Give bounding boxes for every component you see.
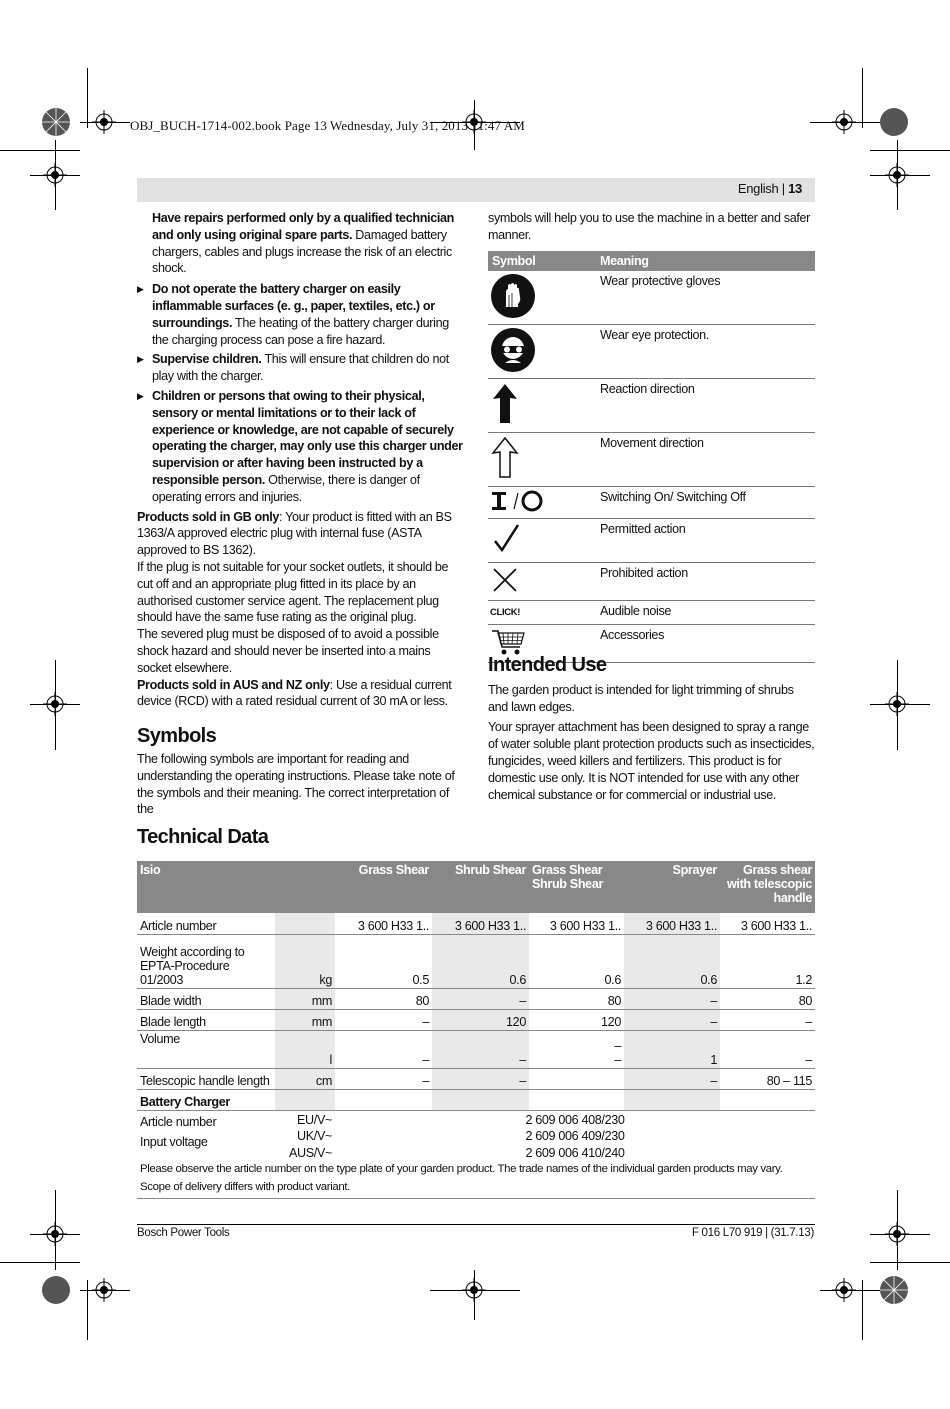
- table-cell: –: [335, 1068, 432, 1089]
- symbols-table: [488, 251, 815, 663]
- page-header: [738, 181, 802, 196]
- table-header-cell: Isio: [137, 861, 275, 913]
- aus-bold: Products sold in AUS and NZ only: [137, 677, 330, 692]
- charger-article-label: Article number: [140, 1114, 217, 1129]
- table-cell: kg: [275, 934, 335, 988]
- sprayer-paragraph: Your sprayer attachment has been designed to spray a range of water soluble plant protection products such as insecticides, fungicides, weed killers and fertilizers. This product is for domestic use only. It is NOT intended for use with any other chemical substance or for commercial or industrial use.: [488, 720, 815, 802]
- technical-data-heading: Technical Data: [137, 826, 269, 848]
- charger-voltage-label: Input voltage: [140, 1134, 208, 1149]
- on-off-icon: [490, 489, 550, 513]
- charger-unit: EU/V~: [297, 1112, 332, 1127]
- gb-text: : Your product is fitted with an BS 1363/A approved electric plug with internal fuse (ASTA approved to BS 1362).: [137, 509, 452, 558]
- bullet-supervise: [137, 351, 464, 385]
- target-mark-icon: [885, 692, 909, 716]
- registration-mark-icon: [878, 106, 910, 138]
- target-mark-icon: [832, 1278, 856, 1302]
- table-cell: 80: [335, 988, 432, 1009]
- table-row: [488, 519, 815, 563]
- bullet-bold: Children or persons that owing to their physical, sensory or mental limitations or to their lack of experience or knowledge, are not capable of securely operating the charger, may only use this charger under supervision or after having been instructed by a responsible person.: [152, 388, 463, 487]
- table-header-cell: Grass Shear Shrub Shear: [529, 861, 624, 913]
- table-cell: l: [275, 1030, 335, 1068]
- target-mark-icon: [885, 1222, 909, 1246]
- meaning-column-header: Meaning: [596, 251, 815, 271]
- table-cell: [529, 1068, 624, 1089]
- table-note: Scope of delivery differs with product variant.: [137, 1180, 815, 1198]
- table-cell: Volume: [137, 1030, 275, 1068]
- symbol-meaning: Audible noise: [596, 601, 815, 625]
- table-row: [488, 601, 815, 625]
- symbols-continued-text: symbols will help you to use the machine in a better and safer manner.: [488, 211, 811, 242]
- repair-paragraph: [137, 210, 464, 277]
- table-cell: 3 600 H33 1..: [624, 913, 720, 934]
- target-mark-icon: [43, 692, 67, 716]
- table-cell: –: [432, 988, 529, 1009]
- table-row: [137, 1009, 815, 1030]
- table-row: [488, 433, 815, 487]
- table-cell: Telescopic handle length: [137, 1068, 275, 1089]
- table-header-cell: Grass Shear: [335, 861, 432, 913]
- target-mark-icon: [92, 110, 116, 134]
- intended-use-heading: Intended Use: [488, 654, 607, 676]
- charger-unit: UK/V~: [297, 1129, 332, 1143]
- bullet-text: This will ensure that children do not play with the charger.: [152, 352, 449, 384]
- table-cell: 80 – 115: [720, 1068, 815, 1089]
- table-row: [137, 1030, 815, 1068]
- table-cell: 0.6: [432, 934, 529, 988]
- table-cell: 0.6: [529, 934, 624, 988]
- table-row: [137, 934, 815, 988]
- footer-rule: [137, 1224, 815, 1225]
- table-cell: Article number: [137, 913, 275, 934]
- table-cell: –: [720, 1009, 815, 1030]
- registration-mark-icon: [40, 106, 72, 138]
- table-cell: –: [432, 1030, 529, 1068]
- table-row: [137, 988, 815, 1009]
- symbols-continued: [488, 210, 815, 248]
- charger-row: [137, 1110, 815, 1162]
- table-cell: 3 600 H33 1..: [720, 913, 815, 934]
- table-row: [488, 379, 815, 433]
- table-cell: 3 600 H33 1..: [529, 913, 624, 934]
- symbol-meaning: Switching On/ Switching Off: [596, 487, 815, 519]
- left-column: [137, 210, 464, 822]
- movement-arrow-icon: [490, 435, 520, 481]
- target-mark-icon: [92, 1278, 116, 1302]
- intended-use-section: [488, 654, 815, 807]
- bullet-inflammable: [137, 281, 464, 348]
- charger-heading: Battery Charger: [137, 1089, 275, 1110]
- aus-text: : Use a residual current device (RCD) with a rated residual current of 30 mA or less.: [137, 677, 452, 709]
- table-row: [488, 271, 815, 325]
- symbol-meaning: Accessories: [596, 625, 815, 663]
- table-cell: 3 600 H33 1..: [432, 913, 529, 934]
- symbol-meaning: Wear eye protection.: [596, 325, 815, 379]
- footer-brand: Bosch Power Tools: [137, 1227, 230, 1239]
- table-header-cell: Shrub Shear: [432, 861, 529, 913]
- file-info: OBJ_BUCH-1714-002.book Page 13 Wednesday, July 31, 2013 11:47 AM: [130, 118, 525, 133]
- symbol-meaning: Movement direction: [596, 433, 815, 487]
- reaction-arrow-icon: [490, 381, 520, 427]
- target-mark-icon: [43, 1222, 67, 1246]
- symbol-column-header: Symbol: [488, 251, 596, 271]
- click-text: CLICK!: [490, 607, 521, 618]
- table-cell: –: [624, 988, 720, 1009]
- table-cell: –: [432, 1068, 529, 1089]
- target-mark-icon: [462, 1278, 486, 1302]
- table-row: [488, 563, 815, 601]
- bullet-children: [137, 388, 464, 506]
- plug-paragraph: If the plug is not suitable for your socket outlets, it should be cut off and an appropriate plug fitted in its place by an authorised customer service agent. The replacement plug should have the same fuse rating as the original plug.: [137, 559, 449, 625]
- check-icon: [490, 521, 524, 555]
- charger-unit: AUS/V~: [288, 1145, 332, 1160]
- cross-icon: [490, 565, 520, 595]
- symbol-meaning: Wear protective gloves: [596, 271, 815, 325]
- table-header-row: [488, 251, 815, 271]
- table-cell: 1: [624, 1030, 720, 1068]
- table-cell: –: [335, 1009, 432, 1030]
- table-cell: 0.6: [624, 934, 720, 988]
- bullet-bold: Supervise children.: [152, 352, 262, 367]
- table-cell: mm: [275, 1009, 335, 1030]
- intended-use-paragraph: The garden product is intended for light trimming of shrubs and lawn edges.: [488, 682, 794, 714]
- table-note: Please observe the article number on the type plate of your garden product. The trade names of the individual garden products may vary.: [140, 1163, 783, 1175]
- bullet-bold: Do not operate the battery charger on easily inflammable surfaces (e. g., paper, textiles, etc.) or surroundings.: [152, 282, 435, 330]
- eye-protection-icon: [490, 327, 536, 373]
- table-cell: 120: [529, 1009, 624, 1030]
- table-cell: –: [720, 1030, 815, 1068]
- target-mark-icon: [832, 110, 856, 134]
- table-cell: –: [624, 1068, 720, 1089]
- gb-bold: Products sold in GB only: [137, 509, 280, 524]
- table-cell: 80: [720, 988, 815, 1009]
- note-row: [137, 1162, 815, 1180]
- table-cell: Blade width: [137, 988, 275, 1009]
- note-row: [137, 1180, 815, 1198]
- symbol-meaning: Prohibited action: [596, 563, 815, 601]
- table-cell: Weight according to EPTA-Procedure 01/2003: [137, 934, 275, 988]
- table-cell: 120: [432, 1009, 529, 1030]
- table-header-row: [137, 861, 815, 913]
- footer-docref: F 016 L70 919 | (31.7.13): [691, 1227, 814, 1239]
- charger-article-number: 2 609 006 409/230: [525, 1129, 625, 1143]
- table-header-cell: Grass shear with telescopic handle: [720, 861, 815, 913]
- bullet-text: Otherwise, there is danger of operating errors and injuries.: [152, 472, 420, 504]
- header-language: English: [737, 181, 779, 196]
- page-number: 13: [788, 181, 802, 196]
- target-mark-icon: [885, 163, 909, 187]
- table-cell: Blade length: [137, 1009, 275, 1030]
- symbols-heading: Symbols: [137, 725, 217, 748]
- repair-text: Damaged battery chargers, cables and plugs increase the risk of an electric shock.: [152, 227, 452, 276]
- table-cell: 3 600 H33 1..: [335, 913, 432, 934]
- table-cell: –: [335, 1030, 432, 1068]
- aus-paragraph: [137, 677, 464, 711]
- table-cell: 0.5: [335, 934, 432, 988]
- charger-heading-row: [137, 1089, 815, 1110]
- table-cell: mm: [275, 988, 335, 1009]
- bullet-text: The heating of the battery charger during the charging process can pose a fire hazard.: [152, 315, 449, 347]
- header-bar: [137, 178, 815, 202]
- table-header-cell: [275, 861, 335, 913]
- table-row: [488, 325, 815, 379]
- symbols-paragraph: The following symbols are important for reading and understanding the operating instructions. Please take note of the symbols and their meaning. The correct interpretation of the: [137, 751, 455, 817]
- table-cell: – –: [529, 1030, 624, 1068]
- charger-article-number: 2 609 006 410/240: [525, 1145, 625, 1160]
- severed-plug-paragraph: The severed plug must be disposed of to avoid a possible shock hazard and should never be inserted into a mains socket elsewhere.: [137, 627, 439, 675]
- registration-mark-icon: [878, 1274, 910, 1306]
- table-row: [488, 487, 815, 519]
- header-separator: |: [778, 181, 789, 196]
- gloves-icon: [490, 273, 536, 319]
- table-cell: –: [624, 1009, 720, 1030]
- charger-article-number: 2 609 006 408/230: [525, 1112, 625, 1127]
- technical-data-table: [137, 861, 815, 1199]
- table-header-cell: Sprayer: [624, 861, 720, 913]
- target-mark-icon: [43, 163, 67, 187]
- table-cell: cm: [275, 1068, 335, 1089]
- symbol-meaning: Permitted action: [596, 519, 815, 563]
- table-cell: 80: [529, 988, 624, 1009]
- symbol-meaning: Reaction direction: [596, 379, 815, 433]
- table-row: [137, 913, 815, 934]
- table-cell: 1.2: [720, 934, 815, 988]
- table-row: [137, 1068, 815, 1089]
- repair-bold: Have repairs performed only by a qualified technician and only using original spare parts.: [152, 211, 454, 242]
- gb-paragraph: [137, 509, 464, 559]
- cart-icon: [490, 627, 526, 657]
- registration-mark-icon: [40, 1274, 72, 1306]
- table-cell: [275, 913, 335, 934]
